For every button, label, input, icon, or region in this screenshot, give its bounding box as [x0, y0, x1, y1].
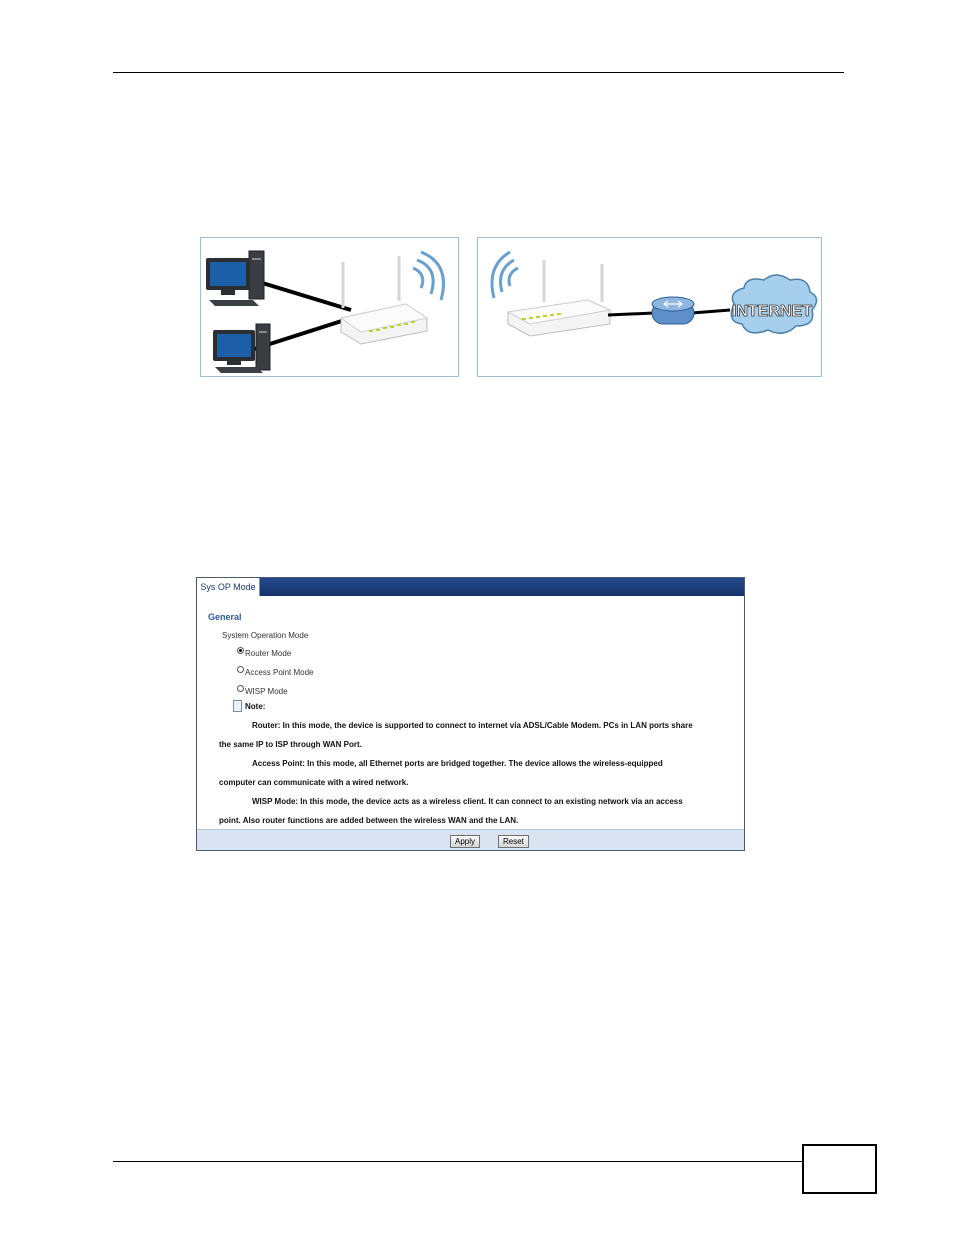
note-heading	[233, 700, 265, 712]
radio-access-point-mode[interactable]	[237, 668, 313, 677]
sys-op-mode-panel	[196, 577, 745, 851]
wireless-signal-icon	[413, 252, 444, 300]
internet-cable	[692, 310, 730, 313]
note-ap-line1: Access Point: In this mode, all Ethernet ports are bridged together. The device allows the wireless-equipped	[252, 759, 663, 768]
option-label: Router Mode	[245, 649, 292, 658]
modem-switch-icon	[652, 297, 694, 324]
note-router-line1: Router: In this mode, the device is supported to connect to internet via ADSL/Cable Modem. PCs in LAN ports share	[252, 721, 693, 730]
radio-router-mode[interactable]	[237, 649, 291, 658]
note-wisp-line1: WISP Mode: In this mode, the device acts as a wireless client. It can connect to an existing network via an access	[252, 797, 683, 806]
radio-button[interactable]	[237, 685, 244, 692]
note-icon	[233, 700, 242, 712]
wireless-signal-icon	[492, 252, 518, 298]
wan-diagram	[477, 237, 822, 377]
note-wisp-line2: point. Also router functions are added between the wireless WAN and the LAN.	[219, 816, 519, 825]
option-label: Access Point Mode	[245, 668, 314, 677]
radio-button[interactable]	[237, 666, 244, 673]
note-label: Note:	[245, 701, 266, 711]
desktop-pc-icon	[206, 251, 264, 306]
note-router-line2: the same IP to ISP through WAN Port.	[219, 740, 362, 749]
note-ap-line2: computer can communicate with a wired network.	[219, 778, 409, 787]
page-number-box	[802, 1144, 877, 1194]
reset-button[interactable]: Reset	[498, 835, 529, 848]
panel-footer	[197, 829, 744, 851]
tab-sys-op-mode[interactable]: Sys OP Mode	[197, 578, 260, 596]
panel-header	[197, 578, 744, 596]
section-title-general: General	[208, 612, 242, 622]
option-label: WISP Mode	[245, 687, 288, 696]
apply-button[interactable]: Apply	[450, 835, 480, 848]
radio-button-checked[interactable]	[237, 647, 244, 654]
header-rule	[113, 72, 844, 73]
footer-rule	[113, 1161, 803, 1162]
system-operation-mode-label: System Operation Mode	[222, 631, 309, 640]
lan-diagram	[200, 237, 459, 377]
wan-cable	[608, 313, 654, 315]
wireless-router-icon	[508, 260, 610, 336]
internet-label: INTERNET	[732, 303, 812, 320]
radio-wisp-mode[interactable]	[237, 687, 288, 696]
desktop-pc-icon	[213, 324, 270, 373]
